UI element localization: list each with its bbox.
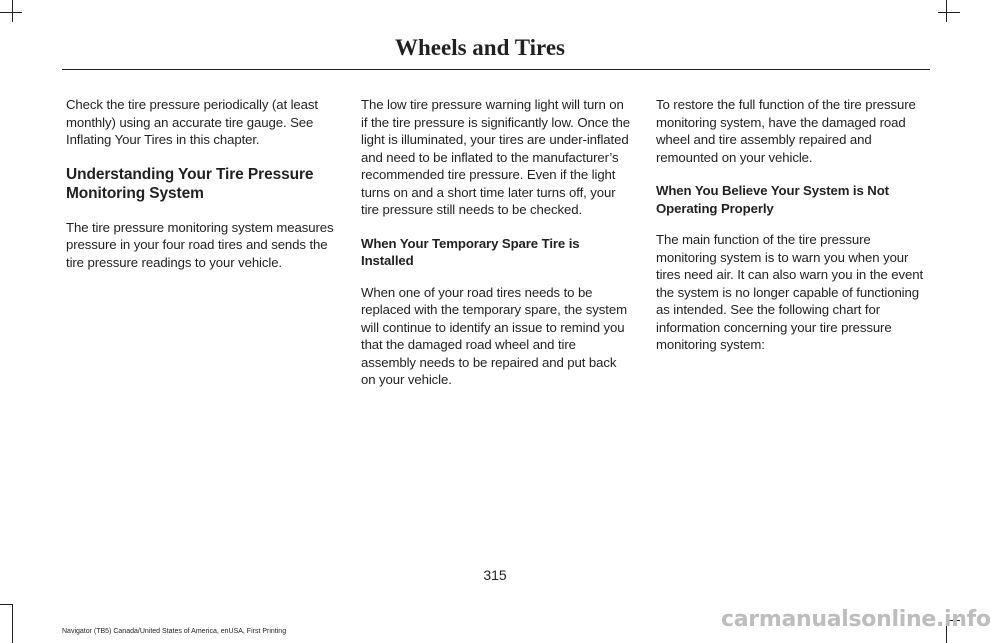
section-heading: Understanding Your Tire Pressure Monitoring System: [66, 165, 314, 202]
crop-mark-top-right: [946, 0, 947, 22]
crop-mark-top-left: [12, 0, 13, 22]
text-column-3: [656, 96, 928, 370]
crop-mark-bottom-left: [12, 604, 13, 643]
edition-footer: Navigator (TB5) Canada/United States of America, enUSA, First Printing: [62, 628, 287, 635]
watermark: carmanualsonline.info: [721, 607, 991, 632]
crop-mark-top-right: [938, 12, 960, 13]
paragraph: To restore the full function of the tire pressure monitoring system, have the damaged road wheel and tire assembly repaired and remounted on your vehicle.: [656, 97, 916, 165]
paragraph: The main function of the tire pressure monitoring system is to warn you when your tires need air. It can also warn you in the event the system is no longer capable of functioning as intended. See the following chart for information concerning your tire pressure monitoring system:: [656, 232, 924, 352]
text-column-1: [66, 96, 338, 287]
header-divider: [62, 69, 930, 70]
page-number: 315: [483, 567, 507, 583]
paragraph: When one of your road tires needs to be replaced with the temporary spare, the system will continue to identify an issue to remind you that the damaged road wheel and tire assembly needs to be repaired and put back on your vehicle.: [361, 284, 627, 387]
text-column-2: [361, 96, 633, 405]
subsection-heading: When You Believe Your System is Not Operating Properly: [656, 183, 889, 216]
crop-mark-bottom-left: [0, 604, 12, 605]
paragraph: The tire pressure monitoring system measures pressure in your four road tires and sends the tire pressure readings to your vehicle.: [66, 219, 334, 270]
subsection-heading: When Your Temporary Spare Tire is Installed: [361, 235, 580, 268]
crop-mark-top-left: [0, 12, 22, 13]
paragraph: Check the tire pressure periodically (at least monthly) using an accurate tire gauge. See Inflating Your Tires in this chapter.: [66, 97, 318, 147]
page-title: Wheels and Tires: [395, 35, 565, 60]
paragraph: The low tire pressure warning light will turn on if the tire pressure is significantly low. Once the light is illuminated, your tires are under-inflated and need to be inflated to the manufacturer’s recommended tire pressure. Even if the light turns on and a short time later turns off, your tire pressure still needs to be checked.: [361, 97, 631, 217]
